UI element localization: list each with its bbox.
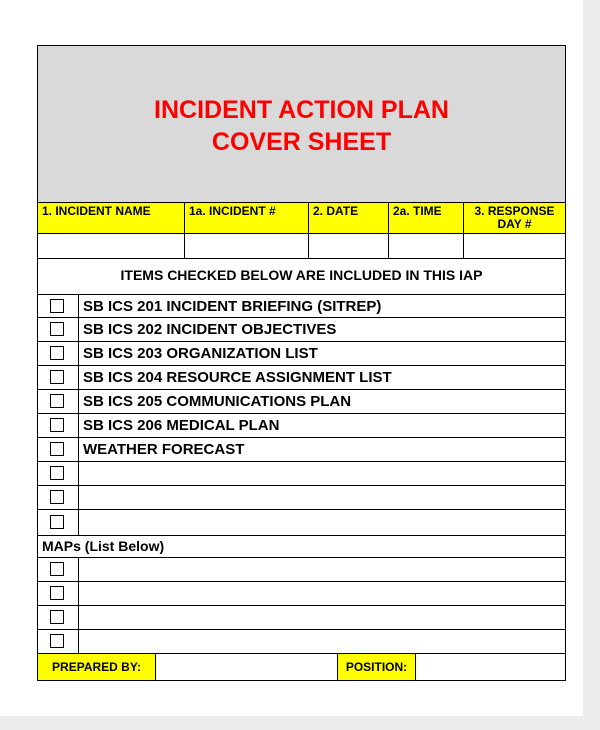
item-label: SB ICS 203 ORGANIZATION LIST (83, 345, 318, 362)
maps-label-row (38, 536, 565, 558)
item-checkbox[interactable] (50, 299, 64, 313)
incident-name-field[interactable] (38, 234, 184, 258)
item-label: SB ICS 201 INCIDENT BRIEFING (SITREP) (83, 298, 382, 315)
page-shadow-right (583, 0, 600, 730)
map-checkbox[interactable] (50, 610, 64, 624)
item-label: SB ICS 204 RESOURCE ASSIGNMENT LIST (83, 369, 392, 386)
items-heading: ITEMS CHECKED BELOW ARE INCLUDED IN THIS IAP (120, 267, 483, 283)
item-checkbox[interactable] (50, 346, 64, 360)
divider (388, 203, 389, 258)
divider (78, 630, 79, 653)
response-day-label (464, 203, 565, 233)
response-day-line-1: 3. RESPONSE (474, 204, 555, 218)
item-checkbox[interactable] (50, 442, 64, 456)
title-box (38, 46, 565, 203)
checklist-row (38, 318, 565, 342)
item-checkbox[interactable] (50, 394, 64, 408)
divider (78, 295, 79, 317)
divider (78, 438, 79, 461)
item-checkbox[interactable] (50, 322, 64, 336)
divider (184, 203, 185, 258)
checklist-row (38, 390, 565, 414)
divider (78, 414, 79, 437)
checklist-row-blank (38, 462, 565, 486)
date-label: 2. DATE (313, 204, 359, 218)
page-shadow-bottom (0, 716, 600, 730)
divider (78, 486, 79, 509)
divider (78, 582, 79, 605)
map-row (38, 558, 565, 582)
incident-name-label: 1. INCIDENT NAME (42, 204, 151, 218)
title-line-1: INCIDENT ACTION PLAN (154, 96, 449, 124)
divider (308, 203, 309, 258)
map-checkbox[interactable] (50, 634, 64, 648)
date-field[interactable] (309, 234, 388, 258)
divider (78, 510, 79, 535)
checklist-row-blank (38, 510, 565, 536)
divider (78, 366, 79, 389)
divider (78, 342, 79, 365)
document-title (38, 94, 565, 158)
position-label: POSITION: (338, 654, 415, 680)
map-checkbox[interactable] (50, 586, 64, 600)
title-line-2: COVER SHEET (211, 128, 392, 156)
item-checkbox[interactable] (50, 515, 64, 529)
map-row (38, 630, 565, 654)
response-day-field[interactable] (464, 234, 565, 258)
checklist-row (38, 366, 565, 390)
divider (78, 390, 79, 413)
divider (78, 318, 79, 341)
divider (78, 462, 79, 485)
checklist-row-blank (38, 486, 565, 510)
response-day-line-2: DAY # (497, 217, 532, 231)
item-checkbox[interactable] (50, 490, 64, 504)
map-checkbox[interactable] (50, 562, 64, 576)
item-checkbox[interactable] (50, 466, 64, 480)
item-checkbox[interactable] (50, 370, 64, 384)
item-checkbox[interactable] (50, 418, 64, 432)
checklist-row (38, 438, 565, 462)
incident-number-field[interactable] (185, 234, 308, 258)
maps-label: MAPs (List Below) (42, 538, 165, 554)
item-label: WEATHER FORECAST (83, 441, 245, 458)
divider (78, 558, 79, 581)
map-row (38, 582, 565, 606)
divider (78, 606, 79, 629)
item-label: SB ICS 202 INCIDENT OBJECTIVES (83, 321, 337, 338)
time-label: 2a. TIME (393, 204, 442, 218)
map-row (38, 606, 565, 630)
checklist-row (38, 414, 565, 438)
incident-values-row (38, 234, 565, 259)
checklist-row (38, 342, 565, 366)
iap-cover-sheet (37, 45, 566, 681)
position-field[interactable] (416, 654, 565, 680)
item-label: SB ICS 205 COMMUNICATIONS PLAN (83, 393, 352, 410)
checklist-row (38, 294, 565, 318)
item-label: SB ICS 206 MEDICAL PLAN (83, 417, 280, 434)
prepared-by-field[interactable] (156, 654, 337, 680)
divider (463, 203, 464, 258)
prepared-by-label: PREPARED BY: (38, 654, 155, 680)
footer-row (38, 654, 565, 680)
incident-header-row (38, 203, 565, 234)
time-field[interactable] (389, 234, 463, 258)
incident-number-label: 1a. INCIDENT # (189, 204, 276, 218)
